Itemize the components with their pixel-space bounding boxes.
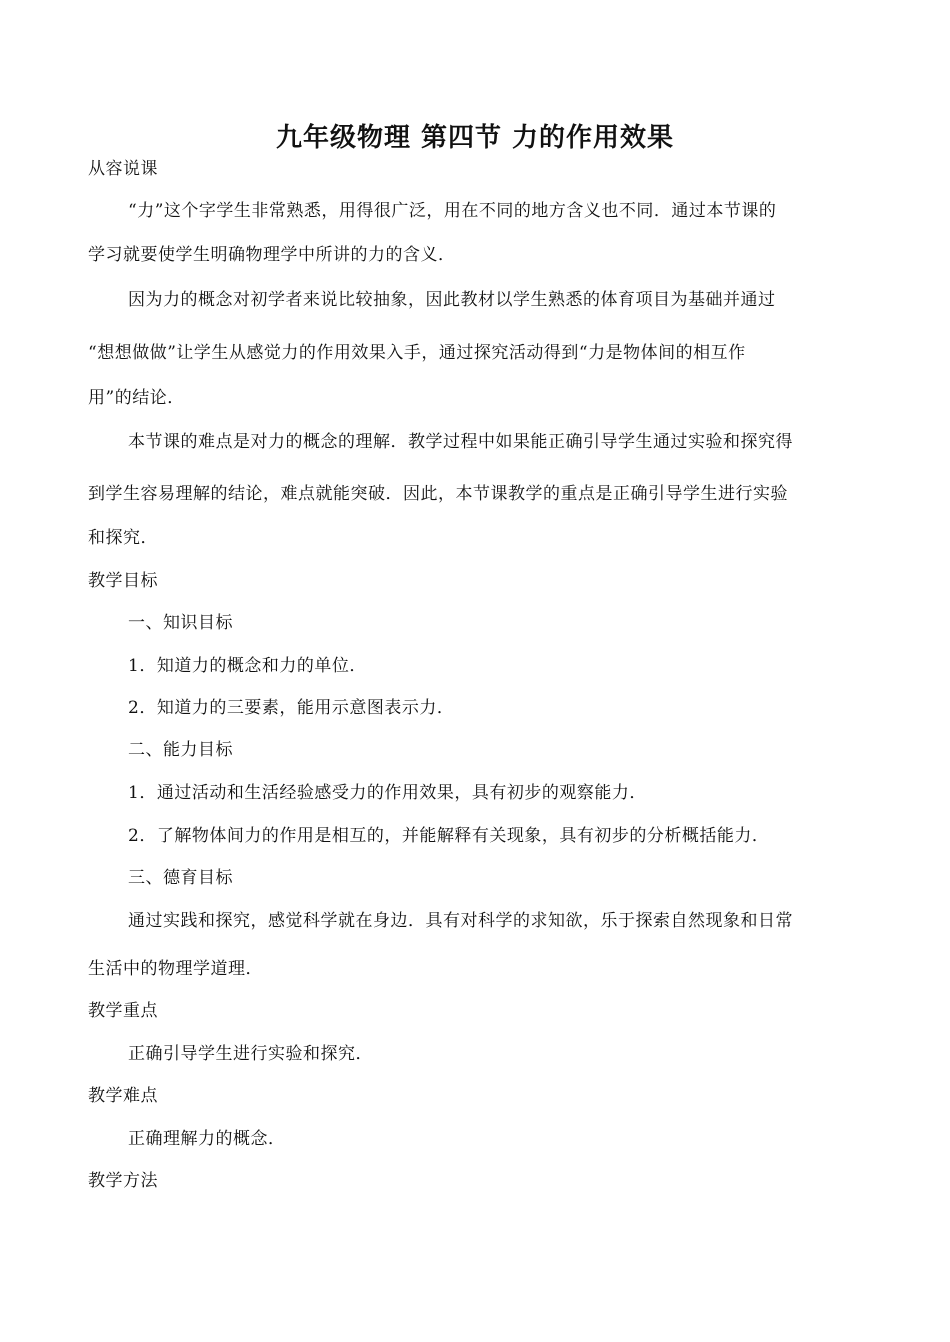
section-heading-method: 教学方法 [88, 1171, 158, 1191]
section-heading-goals: 教学目标 [88, 571, 158, 591]
list-item: 1．知道力的概念和力的单位． [128, 656, 367, 676]
subsection-heading: 三、德育目标 [128, 868, 233, 888]
paragraph-line: 因为力的概念对初学者来说比较抽象，因此教材以学生熟悉的体育项目为基础并通过 [128, 290, 776, 310]
section-heading-difficulty: 教学难点 [88, 1086, 158, 1106]
paragraph-line: 学习就要使学生明确物理学中所讲的力的含义． [88, 245, 456, 265]
subsection-heading: 一、知识目标 [128, 613, 233, 633]
section-heading-key-point: 教学重点 [88, 1001, 158, 1021]
paragraph-line: 生活中的物理学道理． [88, 959, 263, 979]
paragraph-line: 和探究． [88, 528, 158, 548]
list-item: 2．了解物体间力的作用是相互的，并能解释有关现象，具有初步的分析概括能力． [128, 826, 770, 846]
paragraph-line: “力”这个字学生非常熟悉，用得很广泛，用在不同的地方含义也不同．通过本节课的 [128, 201, 777, 221]
paragraph-line: 用”的结论． [88, 388, 185, 408]
paragraph-line: 正确引导学生进行实验和探究． [128, 1044, 373, 1064]
paragraph-line: “想想做做”让学生从感觉力的作用效果入手，通过探究活动得到“力是物体间的相互作 [88, 343, 746, 363]
list-item: 1．通过活动和生活经验感受力的作用效果，具有初步的观察能力． [128, 783, 647, 803]
paragraph-line: 到学生容易理解的结论，难点就能突破．因此，本节课教学的重点是正确引导学生进行实验 [88, 484, 788, 504]
paragraph-line: 通过实践和探究，感觉科学就在身边．具有对科学的求知欲，乐于探索自然现象和日常 [128, 911, 793, 931]
list-item: 2．知道力的三要素，能用示意图表示力． [128, 698, 455, 718]
subsection-heading: 二、能力目标 [128, 740, 233, 760]
section-heading-intro: 从容说课 [88, 159, 158, 179]
paragraph-line: 正确理解力的概念． [128, 1129, 286, 1149]
paragraph-line: 本节课的难点是对力的概念的理解．教学过程中如果能正确引导学生通过实验和探究得 [128, 432, 793, 452]
page-title: 九年级物理 第四节 力的作用效果 [275, 123, 675, 153]
